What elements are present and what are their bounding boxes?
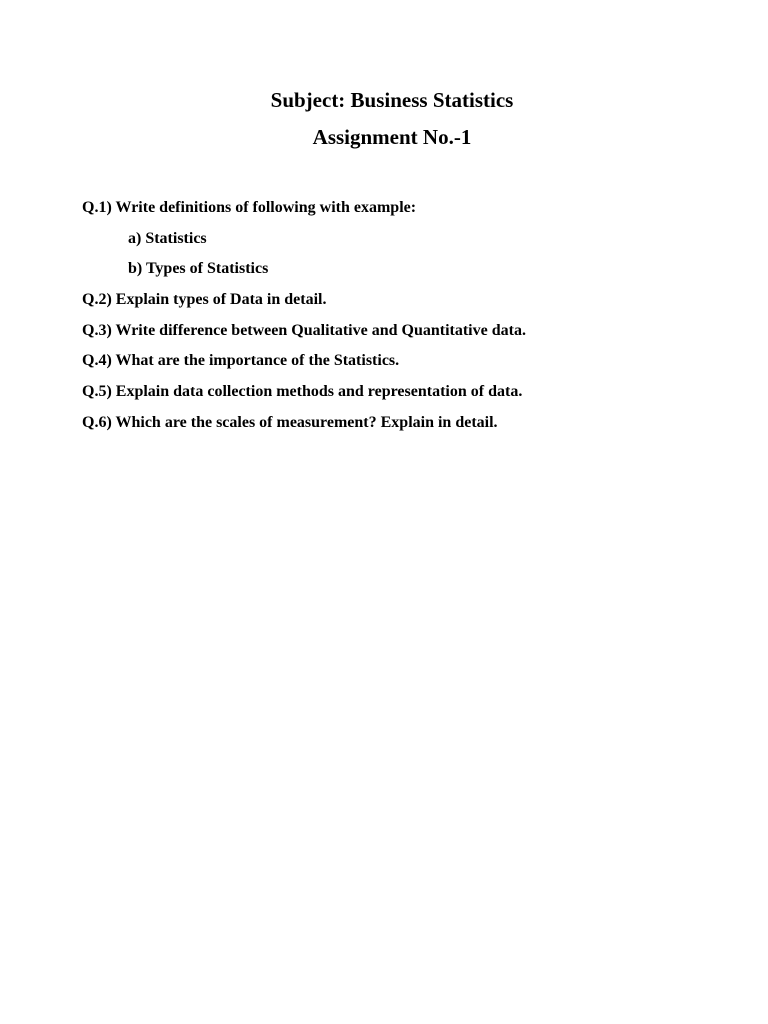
question-6: Q.6) Which are the scales of measurement? Explain in detail. [82,413,498,431]
question-1-part-a: a) Statistics [128,229,207,247]
question-5: Q.5) Explain data collection methods and representation of data. [82,383,523,401]
subject-title: Subject: Business Statistics [270,88,514,112]
assignment-title: Assignment No.-1 [312,125,472,149]
question-1-part-b: b) Types of Statistics [128,260,269,278]
question-3: Q.3) Write difference between Qualitative and Quantitative data. [82,321,526,339]
question-4: Q.4) What are the importance of the Statistics. [82,352,400,370]
question-list [82,198,742,444]
question-1: Q.1) Write definitions of following with example: [82,199,417,216]
question-2: Q.2) Explain types of Data in detail. [82,291,327,309]
